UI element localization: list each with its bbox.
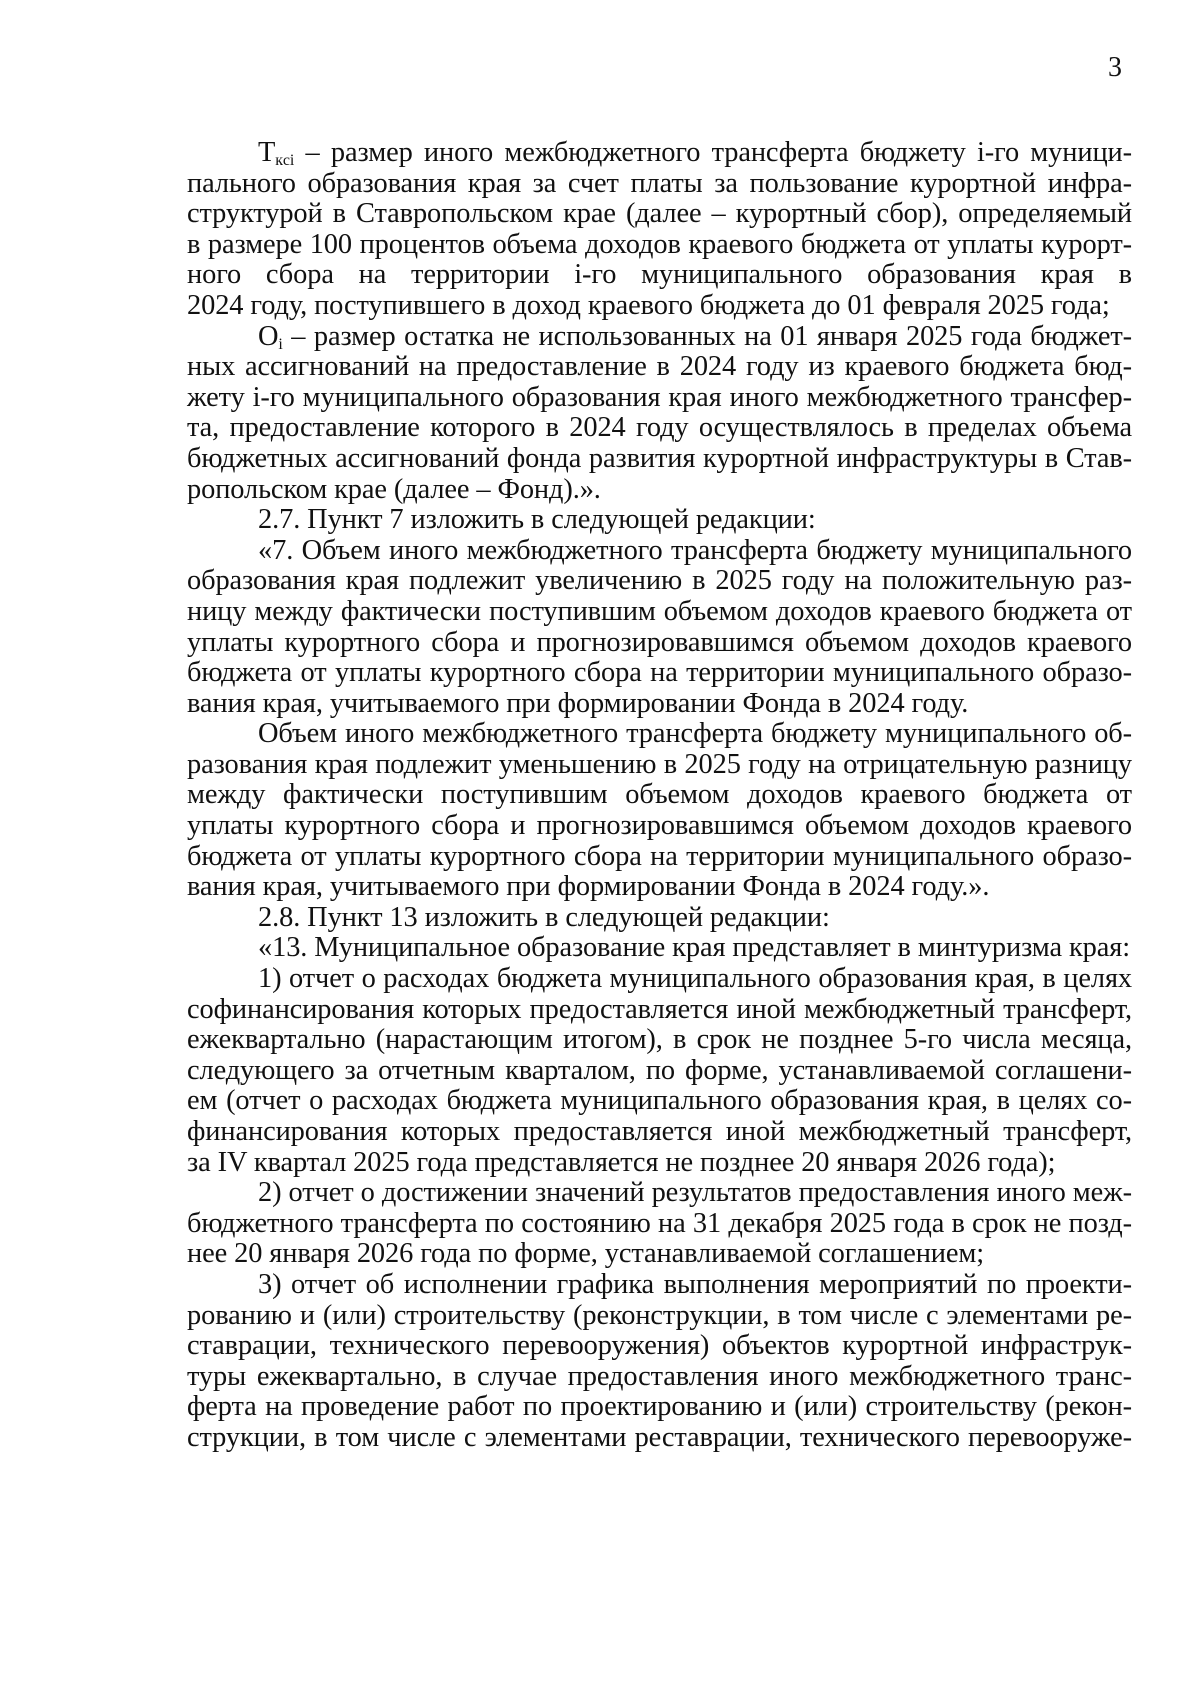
text-line: бюджетного трансферта по состоянию на 31 декабря 2025 года в срок не позд- [187, 1207, 1132, 1239]
text-line: струкции, в том числе с элементами реставрации, технического перевооруже- [187, 1421, 1132, 1453]
text-line: между фактически поступившим объемом доходов краевого бюджета от [187, 779, 1132, 811]
text-line: 2.7. Пункт 7 изложить в следующей редакции: [258, 504, 816, 536]
text-line [187, 322, 1132, 353]
paragraph-point-13-sub-1 [187, 964, 1132, 1178]
symbol-letter: O [258, 320, 279, 352]
text-line: та, предоставление которого в 2024 году осуществлялось в пределах объема [187, 412, 1132, 444]
paragraph-point-7-part-2 [187, 719, 1132, 903]
paragraph-point-7-part-1 [187, 536, 1132, 720]
text-line: рованию и (или) строительству (реконструкции, в том числе с элементами ре- [187, 1299, 1132, 1331]
text-line: разования края подлежит уменьшению в 2025 году на отрицательную разницу [187, 748, 1132, 780]
text-line: бюджетных ассигнований фонда развития курортной инфраструктуры в Став- [187, 442, 1132, 474]
paragraph-item-2-8 [187, 903, 1132, 934]
text-line: 3) отчет об исполнении графика выполнения мероприятий по проекти- [258, 1268, 1132, 1300]
text-line: ставрации, технического перевооружения) объектов курортной инфраструк- [187, 1330, 1132, 1362]
text-line: ропольском крае (далее – Фонд).». [187, 473, 601, 505]
text-line: 2) отчет о достижении значений результатов предоставления иного меж- [258, 1177, 1132, 1209]
text-line: пального образования края за счет платы за пользование курортной инфра- [187, 167, 1132, 199]
text-line: в размере 100 процентов объема доходов краевого бюджета от уплаты курорт- [187, 228, 1132, 260]
text-line: уплаты курортного сбора и прогнозировавшимся объемом доходов краевого [187, 626, 1132, 658]
text-line: софинансирования которых предоставляется иной межбюджетный трансферт, [187, 993, 1132, 1025]
text-line: вания края, учитываемого при формировании Фонда в 2024 году.». [187, 871, 990, 903]
text-line: 2.8. Пункт 13 изложить в следующей редакции: [258, 901, 830, 933]
text-line: ного сбора на территории i-го муниципального образования края в [187, 259, 1132, 291]
text-line: «13. Муниципальное образование края представляет в минтуризма края: [258, 932, 1130, 964]
text-line: ежеквартально (нарастающим итогом), в срок не позднее 5-го числа месяца, [187, 1024, 1132, 1056]
text-line: финансирования которых предоставляется иной межбюджетный трансферт, [187, 1116, 1132, 1147]
paragraph-tksi-definition [187, 138, 1132, 322]
symbol-subscript: кci [275, 152, 295, 169]
text-line: следующего за отчетным кварталом, по форме, устанавливаемой соглашени- [187, 1054, 1132, 1086]
paragraph-item-2-7 [187, 505, 1132, 536]
page-number: 3 [1108, 52, 1122, 83]
text-line: «7. Объем иного межбюджетного трансферта бюджету муниципального [258, 534, 1132, 566]
line-text: – размер остатка не использованных на 01 января 2025 года бюджет- [282, 320, 1132, 352]
text-line: ферта на проведение работ по проектированию и (или) строительству (рекон- [187, 1391, 1132, 1423]
text-line: бюджета от уплаты курортного сбора на территории муниципального образо- [187, 840, 1132, 872]
line-text: – размер иного межбюджетного трансферта бюджету i-го муници- [294, 137, 1132, 168]
text-line: 1) отчет о расходах бюджета муниципального образования края, в целях [258, 963, 1132, 995]
text-line: Объем иного межбюджетного трансферта бюджету муниципального об- [258, 718, 1132, 750]
document-body [187, 138, 1132, 1454]
symbol-subscript: i [278, 335, 283, 353]
text-line: жету i-го муниципального образования края иного межбюджетного трансфер- [187, 381, 1132, 413]
text-line: 2024 году, поступившего в доход краевого бюджета до 01 февраля 2025 года; [187, 289, 1110, 321]
text-line: вания края, учитываемого при формировании Фонда в 2024 году. [187, 687, 969, 719]
text-line: туры ежеквартально, в случае предоставления иного межбюджетного транс- [187, 1360, 1132, 1392]
text-line: бюджета от уплаты курортного сбора на территории муниципального образо- [187, 657, 1132, 689]
text-line: образования края подлежит увеличению в 2025 году на положительную раз- [187, 565, 1132, 597]
paragraph-oi-definition [187, 322, 1132, 506]
text-line: уплаты курортного сбора и прогнозировавшимся объемом доходов краевого [187, 810, 1132, 842]
text-line: структурой в Ставропольском крае (далее – курортный сбор), определяемый [187, 198, 1132, 230]
symbol-letter: T [258, 137, 276, 168]
text-line: ницу между фактически поступившим объемом доходов краевого бюджета от [187, 595, 1132, 627]
paragraph-point-13-sub-3 [187, 1270, 1132, 1454]
text-line: ем (отчет о расходах бюджета муниципального образования края, в целях со- [187, 1085, 1132, 1117]
text-line: за IV квартал 2025 года представляется не позднее 20 января 2026 года); [187, 1146, 1056, 1178]
text-line: нее 20 января 2026 года по форме, устанавливаемой соглашением; [187, 1238, 985, 1270]
paragraph-point-13-sub-2 [187, 1178, 1132, 1270]
text-line: ных ассигнований на предоставление в 2024 году из краевого бюджета бюд- [187, 351, 1132, 383]
paragraph-point-13-intro [187, 933, 1132, 964]
text-line [187, 138, 1132, 169]
